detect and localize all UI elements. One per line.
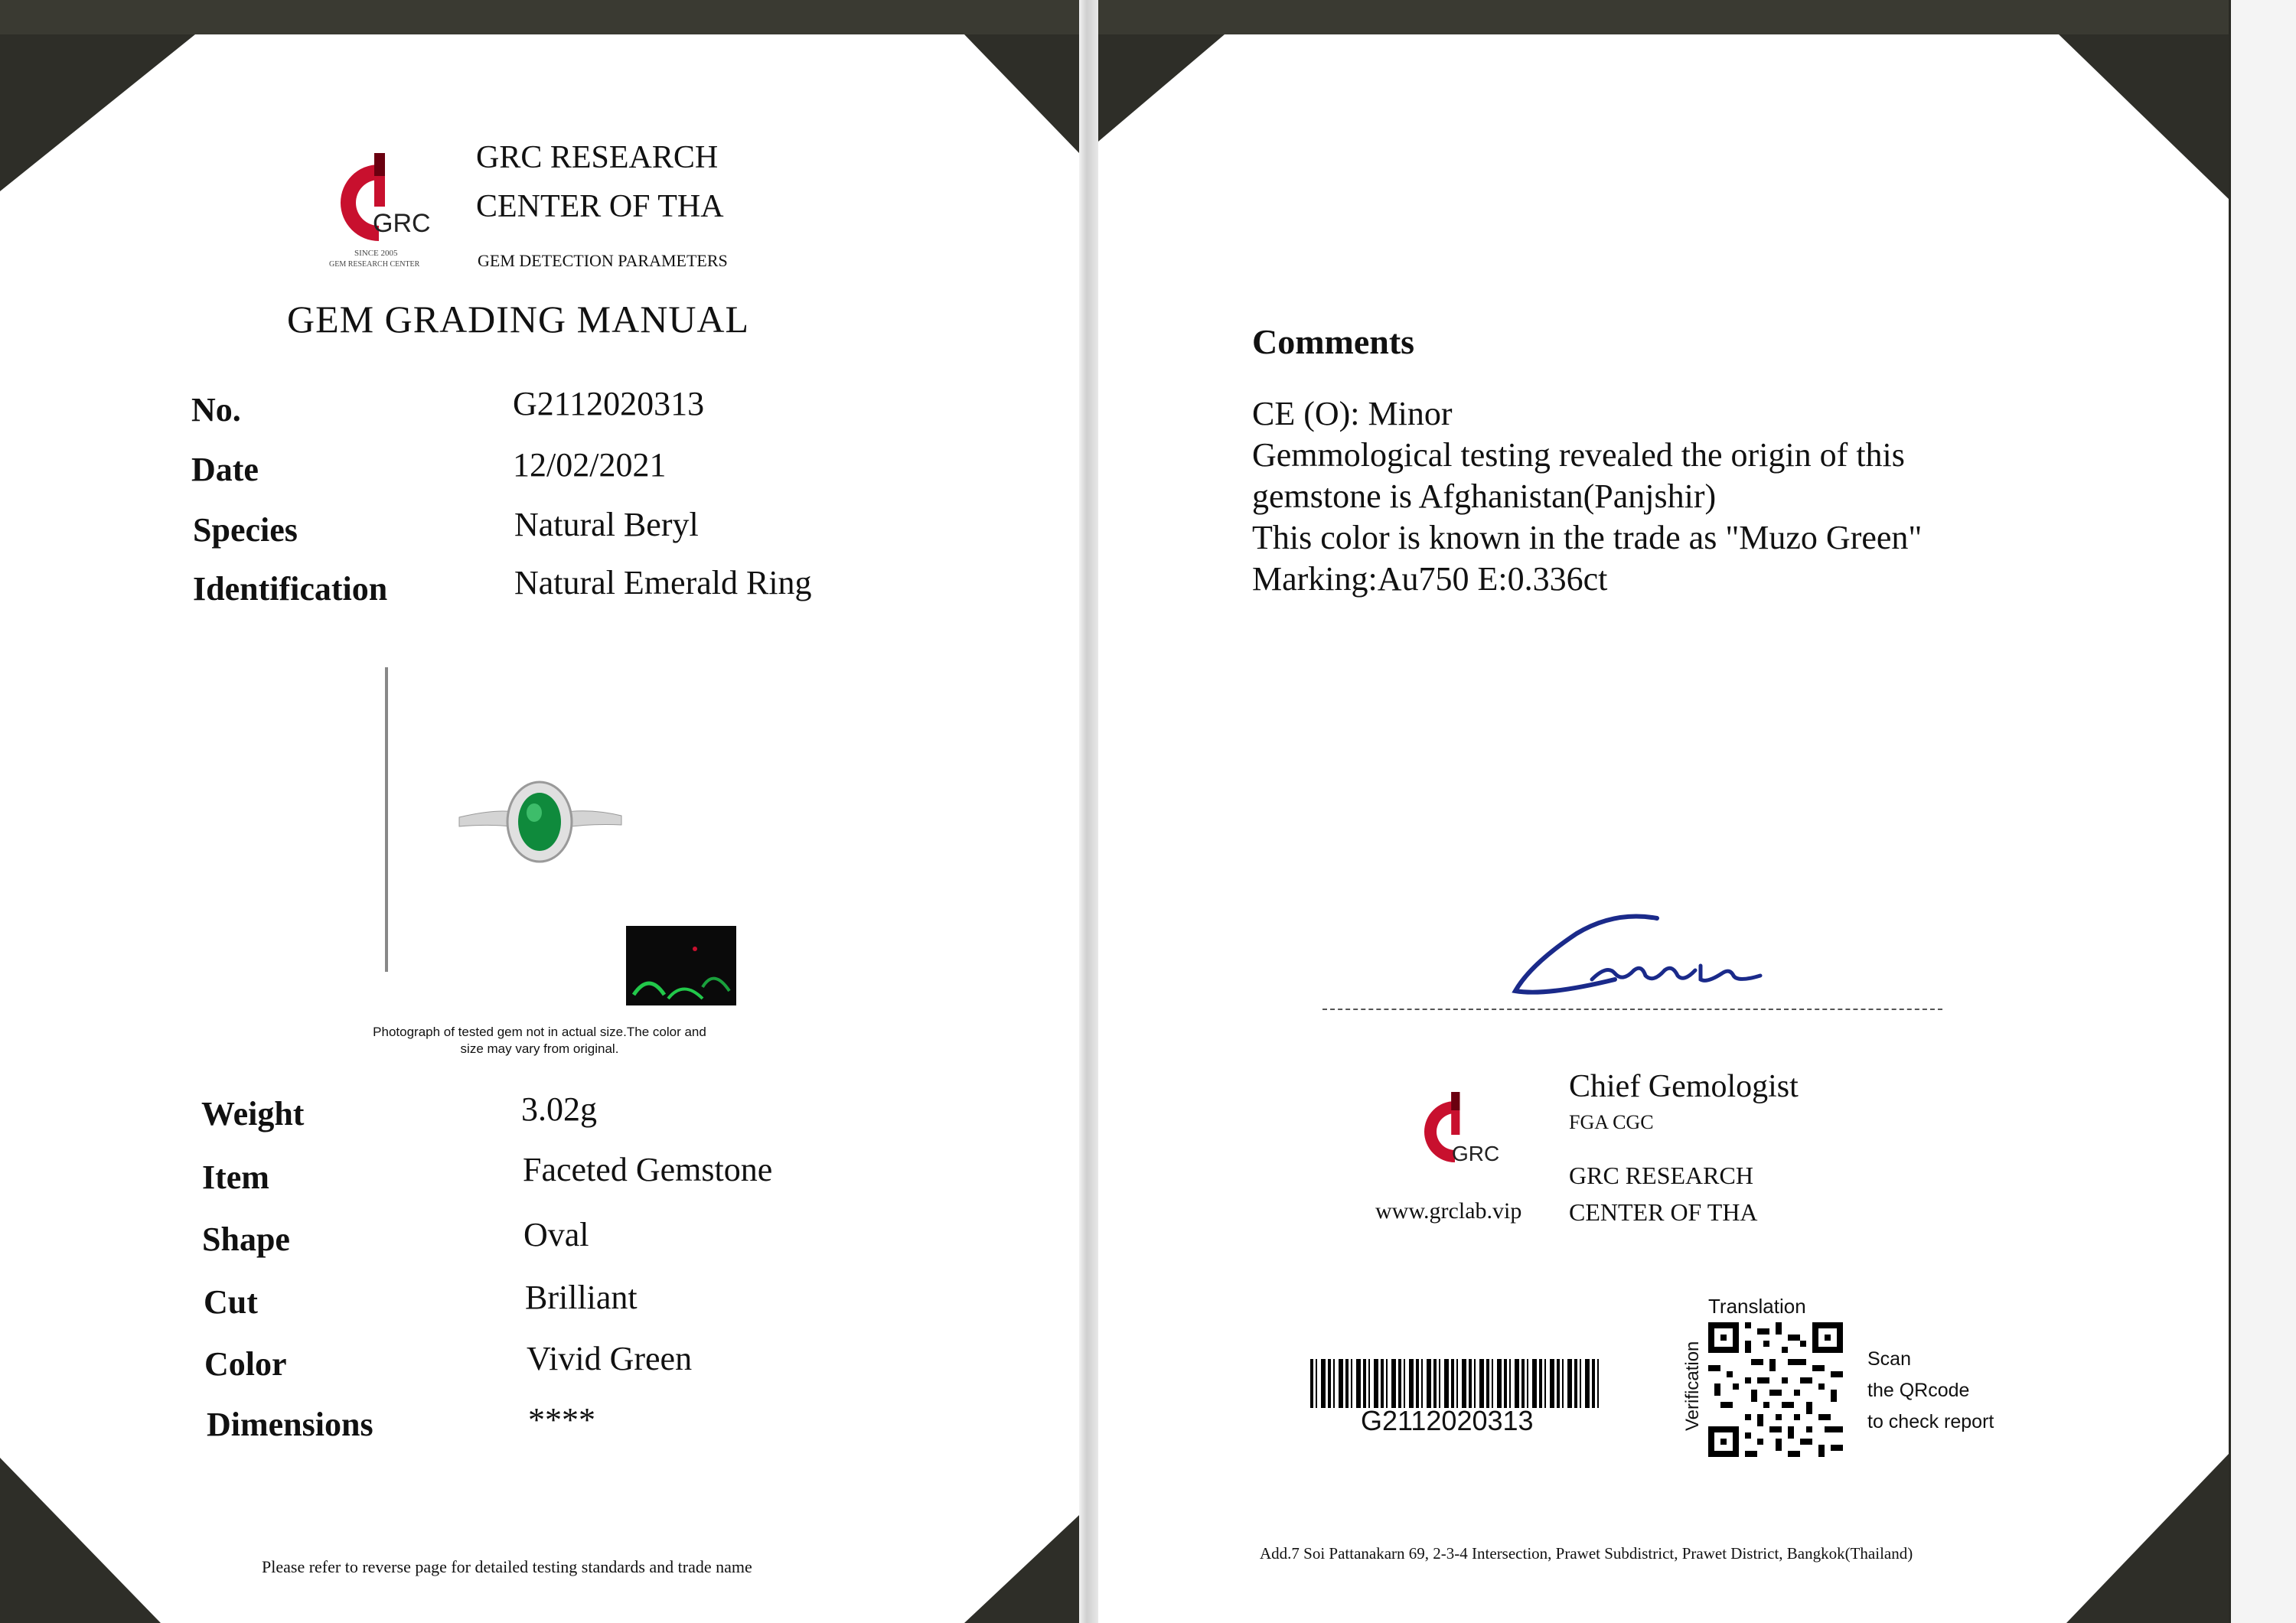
comment-line: Gemmological testing revealed the origin of this [1252,436,1905,474]
photo-divider-line [385,667,388,972]
qr-scan-line1: Scan [1867,1348,1911,1370]
photo-caption-line2: size may vary from original. [460,1041,619,1056]
doc-title: GEM GRADING MANUAL [287,298,750,341]
field-label-cut: Cut [204,1283,258,1321]
org-name-line1: GRC RESEARCH [476,140,719,175]
qr-instructions [1867,1344,1994,1438]
field-value-weight: 3.02g [521,1090,597,1128]
signer-title: Chief Gemologist [1569,1069,1799,1104]
field-label-weight: Weight [201,1095,305,1133]
grc-logo [325,149,440,279]
logo-small-text: GRC [1452,1142,1500,1165]
field-value-item: Faceted Gemstone [523,1151,773,1188]
field-label-dimensions: Dimensions [207,1406,373,1443]
field-label-identification: Identification [193,570,388,608]
barcode-number: G2112020313 [1361,1405,1534,1436]
field-value-date: 12/02/2021 [513,446,667,484]
comment-line: This color is known in the trade as "Muzo Green" [1252,519,1923,556]
barcode [1310,1359,1601,1408]
field-value-no: G2112020313 [513,385,705,422]
qr-scan-line3: to check report [1867,1411,1994,1432]
qr-code[interactable] [1708,1322,1843,1457]
comment-line: gemstone is Afghanistan(Panjshir) [1252,477,1717,515]
signer-org-line1: GRC RESEARCH [1569,1162,1753,1189]
spectrum-thumbnail [626,926,736,1005]
signer-org-line2: CENTER OF THA [1569,1198,1758,1226]
comments-body [1252,393,1922,600]
field-label-color: Color [204,1345,287,1383]
field-value-dimensions: **** [528,1401,595,1439]
comment-line: Marking:Au750 E:0.336ct [1252,560,1608,598]
address: Add.7 Soi Pattanakarn 69, 2-3-4 Intersection, Prawet Subdistrict, Prawet District, Bangkok(Thailand) [1260,1544,1913,1563]
qr-side-label: Verification [1682,1341,1703,1431]
footer-note: Please refer to reverse page for detailed testing standards and trade name [262,1557,752,1576]
logo-tagline: GEM RESEARCH CENTER [329,260,420,269]
field-label-no: No. [191,391,241,429]
comment-line: CE (O): Minor [1252,395,1453,432]
field-label-date: Date [191,451,259,488]
photo-caption [321,1024,758,1058]
comments-heading: Comments [1252,322,1415,361]
header-subtitle: GEM DETECTION PARAMETERS [478,251,728,270]
website: www.grclab.vip [1375,1198,1522,1224]
org-name-line2: CENTER OF THA [476,189,724,224]
field-label-shape: Shape [202,1221,290,1258]
field-value-species: Natural Beryl [514,506,699,543]
photo-caption-line1: Photograph of tested gem not in actual size.The color and [373,1025,706,1039]
signer-credentials: FGA CGC [1569,1111,1654,1133]
logo-since: SINCE 2005 [354,249,398,258]
field-value-shape: Oval [523,1216,589,1253]
qr-top-label: Translation [1708,1295,1806,1318]
field-value-identification: Natural Emerald Ring [514,564,812,601]
field-value-cut: Brilliant [525,1279,638,1316]
emerald-ring-photo [452,773,628,872]
signature-line [1322,1009,1942,1010]
field-value-color: Vivid Green [527,1340,693,1377]
field-label-item: Item [202,1159,269,1196]
grc-logo-small [1412,1087,1527,1201]
signature [1500,903,1791,1010]
logo-text: GRC [373,209,431,238]
field-label-species: Species [193,511,298,549]
qr-scan-line2: the QRcode [1867,1380,1970,1401]
